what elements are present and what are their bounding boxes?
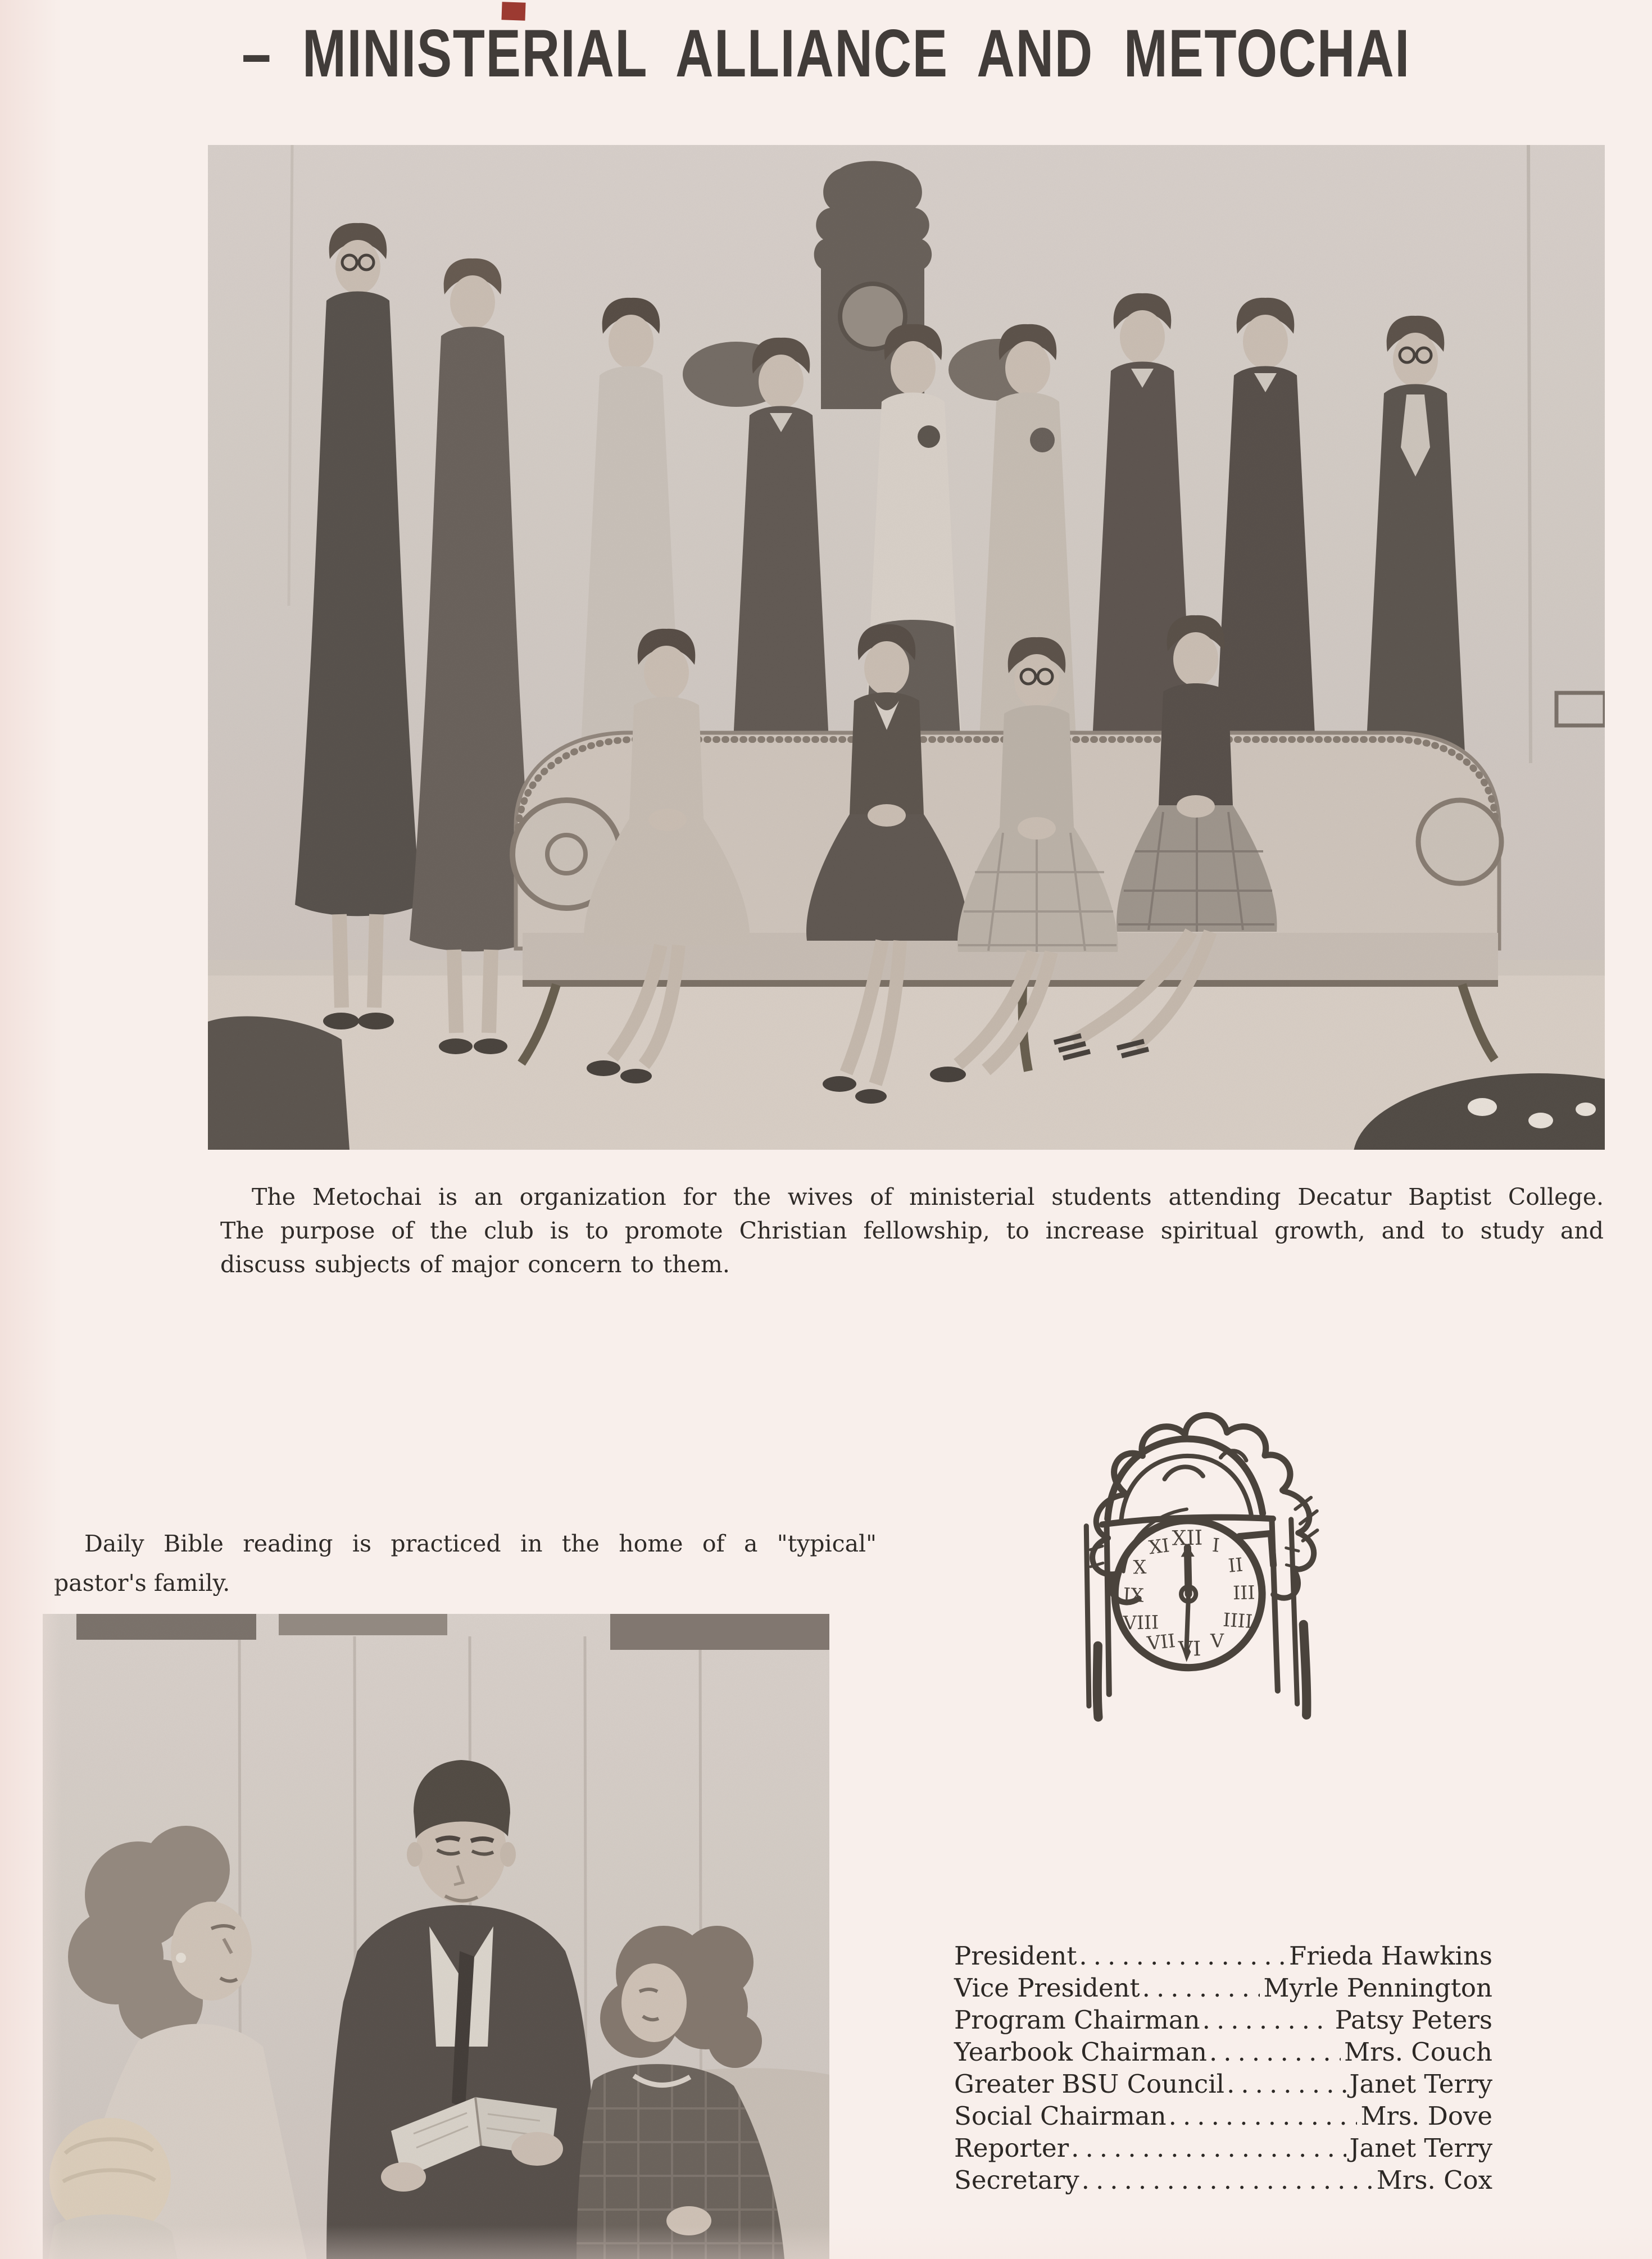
svg-text:VIII: VIII [1123, 1611, 1159, 1634]
caption-line: pastor's family. [54, 1569, 230, 1596]
svg-text:V: V [1210, 1630, 1224, 1652]
clock-drawing [1018, 1378, 1367, 1774]
officer-role: Social Chairman [954, 2101, 1167, 2131]
officer-row [954, 2164, 1492, 2196]
family-photo [43, 1614, 829, 2259]
svg-text:XII: XII [1172, 1525, 1203, 1550]
officer-row [954, 1972, 1492, 2004]
paragraph-line: discuss subjects of major concern to them. [220, 1251, 730, 1278]
dot-leader [1142, 1972, 1260, 2004]
paragraph-line: The purpose of the club is to promote Christian fellowship, to increase spiritual growth, and to study and [220, 1217, 1604, 1244]
officer-role: Secretary [954, 2165, 1079, 2195]
officer-row [954, 2132, 1492, 2164]
svg-text:IX: IX [1122, 1584, 1145, 1607]
bible-reading-caption [54, 1524, 877, 1603]
svg-text:II: II [1227, 1553, 1244, 1577]
dot-leader [1071, 2132, 1346, 2164]
dot-leader [1079, 1940, 1286, 1972]
officer-name: Mrs. Cox [1376, 2165, 1492, 2195]
svg-text:XI: XI [1147, 1534, 1171, 1559]
dot-leader [1169, 2100, 1358, 2132]
svg-text:X: X [1133, 1556, 1147, 1578]
officer-row [954, 2036, 1492, 2068]
dot-leader [1209, 2036, 1341, 2068]
svg-text:VI: VI [1178, 1636, 1201, 1661]
officer-row [954, 1940, 1492, 1972]
svg-text:III: III [1232, 1581, 1255, 1604]
dot-leader [1202, 2004, 1332, 2036]
officer-role: President [954, 1941, 1077, 1971]
officer-row [954, 2100, 1492, 2132]
caption-line: Daily Bible reading is practiced in the home of a "typical" [84, 1530, 877, 1557]
officers-list [954, 1940, 1492, 2196]
officer-name: Mrs. Couch [1344, 2037, 1492, 2067]
officer-name: Janet Terry [1349, 2069, 1492, 2099]
metochai-paragraph [220, 1180, 1604, 1281]
officer-row [954, 2004, 1492, 2036]
page-title-text: – MINISTERIAL ALLIANCE AND METOCHAI [242, 16, 1410, 91]
page-title [0, 15, 1652, 92]
officer-role: Yearbook Chairman [954, 2037, 1207, 2067]
officer-name: Mrs. Dove [1360, 2101, 1492, 2131]
dot-leader [1082, 2164, 1373, 2196]
officer-name: Patsy Peters [1335, 2005, 1492, 2035]
svg-text:VII: VII [1146, 1629, 1177, 1655]
officer-name: Myrle Pennington [1263, 1973, 1492, 2003]
paragraph-line: The Metochai is an organization for the wives of ministerial students attending Decatur Baptist College. [252, 1183, 1604, 1210]
officer-name: Frieda Hawkins [1288, 1941, 1492, 1971]
officer-role: Vice President [954, 1973, 1140, 2003]
officer-name: Janet Terry [1349, 2133, 1492, 2163]
dot-leader [1227, 2068, 1346, 2100]
svg-text:IIII: IIII [1222, 1608, 1254, 1633]
officer-role: Reporter [954, 2133, 1069, 2163]
officer-role: Program Chairman [954, 2005, 1200, 2035]
officer-row [954, 2068, 1492, 2100]
officer-role: Greater BSU Council [954, 2069, 1225, 2099]
group-photo [208, 145, 1605, 1150]
svg-text:I: I [1211, 1534, 1221, 1557]
